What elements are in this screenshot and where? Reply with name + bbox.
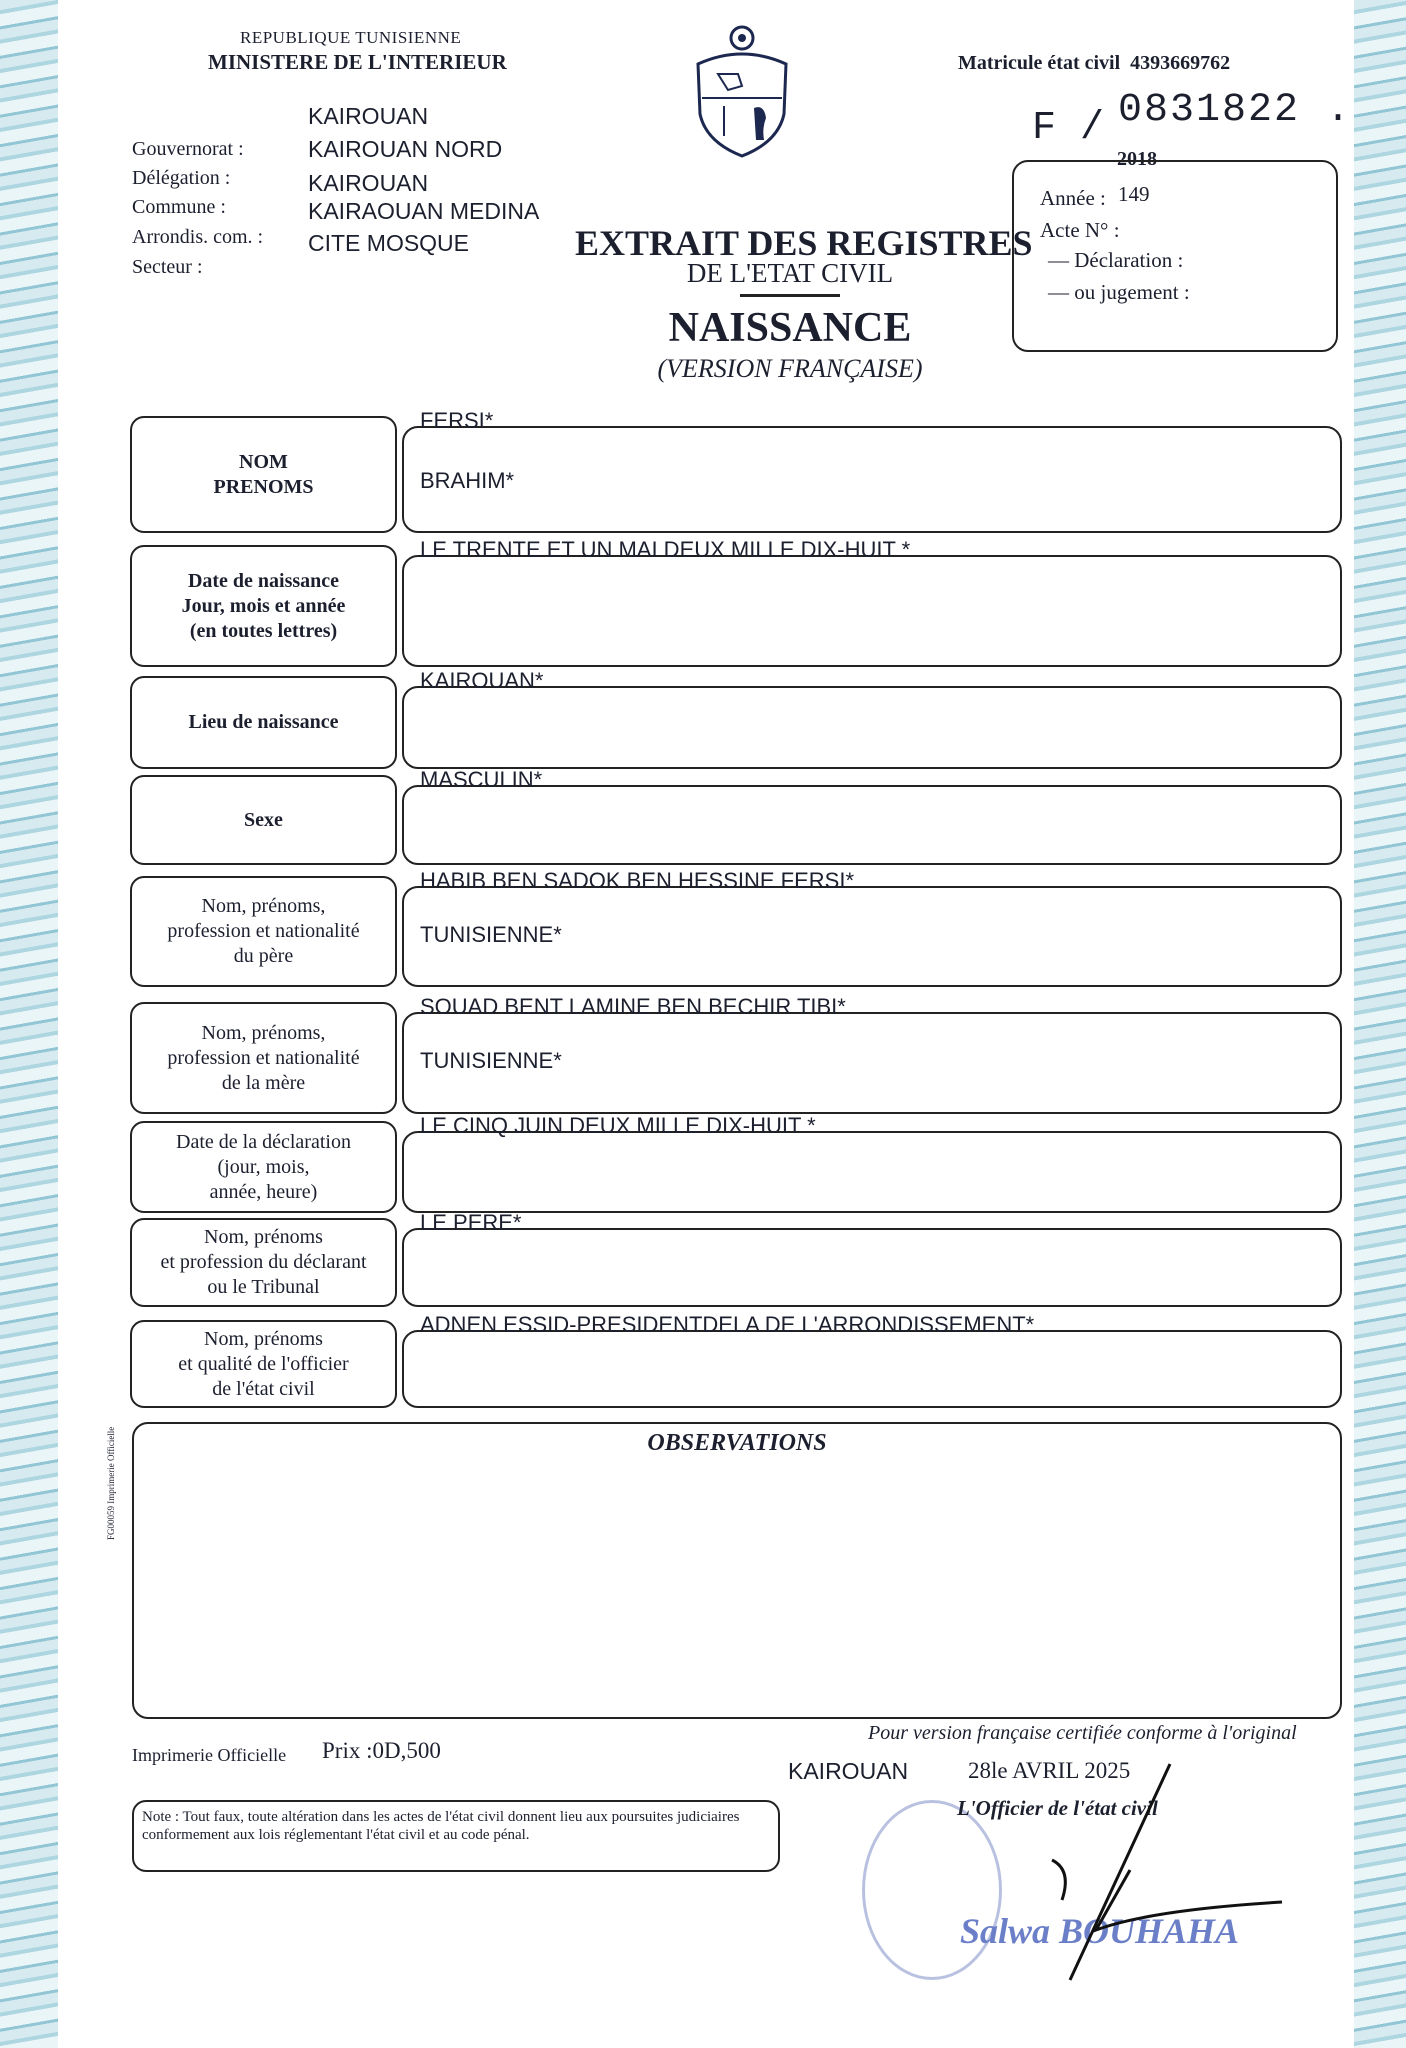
coat-of-arms-emblem	[688, 24, 796, 158]
row-officier	[130, 1312, 1342, 1408]
label-sexe: Sexe	[130, 775, 397, 865]
serial-prefix: F /	[1032, 106, 1105, 151]
annee-label: Année :	[1040, 186, 1106, 210]
value-nom-prenoms-1: BRAHIM*	[420, 468, 515, 493]
label-declarant: Nom, prénoms et profession du déclarant ou le Tribunal	[130, 1218, 397, 1307]
label-date-declaration: Date de la déclaration (jour, mois, année, heure)	[130, 1121, 397, 1213]
row-mere	[130, 994, 1342, 1114]
label-commune: Commune :	[132, 196, 226, 218]
value-sexe-0: MASCULIN*	[420, 767, 543, 792]
declaration-label: — Déclaration :	[1048, 248, 1184, 272]
label-delegation: Délégation :	[132, 167, 231, 189]
title-divider	[740, 294, 840, 297]
value-mere-1: TUNISIENNE*	[420, 1048, 562, 1073]
decorative-border-left	[0, 0, 58, 2048]
label-secteur: Secteur :	[132, 256, 203, 278]
matricule	[958, 52, 1230, 75]
label-gouvernorat: Gouvernorat :	[132, 138, 244, 160]
value-box-declarant	[402, 1228, 1342, 1307]
observations-title: OBSERVATIONS	[647, 1430, 827, 1456]
value-pere-1: TUNISIENNE*	[420, 922, 562, 947]
row-sexe	[130, 767, 1342, 865]
officer-title: L'Officier de l'état civil	[957, 1796, 1158, 1820]
label-nom-prenoms: NOM PRENOMS	[130, 416, 397, 533]
decorative-border-right	[1354, 0, 1406, 2048]
official-stamp	[862, 1800, 1002, 1980]
certification-text: Pour version française certifiée conforme à l'original	[868, 1722, 1297, 1744]
value-box-date-declaration	[402, 1131, 1342, 1213]
value-date-naissance-0: LE TRENTE ET UN MAI DEUX MILLE DIX-HUIT *	[420, 537, 911, 562]
label-pere: Nom, prénoms, profession et nationalité du père	[130, 876, 397, 987]
title-extrait: EXTRAIT DES REGISTRES	[575, 223, 1033, 263]
value-box-nom-prenoms	[402, 426, 1342, 533]
matricule-number: 4393669762	[1130, 52, 1231, 74]
row-nom-prenoms	[130, 408, 1342, 533]
row-lieu-naissance	[130, 668, 1342, 769]
label-officier: Nom, prénoms et qualité de l'officier de l'état civil	[130, 1320, 397, 1408]
value-declarant-0: LE PERE*	[420, 1210, 522, 1235]
price: Prix :0D,500	[322, 1738, 441, 1763]
value-box-sexe	[402, 785, 1342, 865]
value-commune: KAIROUAN	[308, 170, 429, 196]
legal-note: Note : Tout faux, toute altération dans les actes de l'état civil donnent lieu aux poursuites judiciaires conformement aux lois réglementant l'état civil et au code pénal.	[132, 1800, 780, 1872]
value-pere-0: HABIB BEN SADOK BEN HESSINE FERSI*	[420, 868, 855, 893]
value-gouvernorat: KAIROUAN	[308, 103, 429, 129]
label-date-naissance: Date de naissance Jour, mois et année (en toutes lettres)	[130, 545, 397, 667]
label-mere: Nom, prénoms, profession et nationalité de la mère	[130, 1002, 397, 1114]
value-box-lieu-naissance	[402, 686, 1342, 769]
year-stamp: 2018	[1117, 148, 1157, 170]
value-nom-prenoms-0: FERSI*	[420, 408, 494, 433]
jugement-label: — ou jugement :	[1048, 280, 1190, 304]
printer-label: Imprimerie Officielle	[132, 1745, 287, 1765]
label-lieu-naissance: Lieu de naissance	[130, 676, 397, 769]
issue-city: KAIROUAN	[788, 1758, 909, 1784]
value-arrondissement: KAIRAOUAN MEDINA	[308, 198, 540, 224]
row-declarant	[130, 1210, 1342, 1307]
row-pere	[130, 868, 1342, 987]
title-etat-civil: DE L'ETAT CIVIL	[686, 258, 894, 288]
signatory-name-stamp: Salwa BOUHAHA	[960, 1911, 1240, 1951]
row-date-naissance	[130, 537, 1342, 667]
value-box-date-naissance	[402, 555, 1342, 667]
row-date-declaration	[130, 1113, 1342, 1213]
label-arrondissement: Arrondis. com. :	[132, 226, 264, 248]
value-lieu-naissance-0: KAIROUAN*	[420, 668, 544, 693]
signature	[1030, 1760, 1290, 1990]
value-date-declaration-0: LE CINQ JUIN DEUX MILLE DIX-HUIT *	[420, 1113, 816, 1138]
observations-box	[132, 1422, 1342, 1719]
value-secteur: CITE MOSQUE	[308, 230, 470, 256]
value-box-officier	[402, 1330, 1342, 1408]
matricule-label: Matricule état civil	[958, 52, 1121, 74]
value-delegation: KAIROUAN NORD	[308, 136, 503, 162]
acte-label: Acte N° :	[1040, 218, 1120, 242]
issue-date: 28le AVRIL 2025	[968, 1758, 1131, 1783]
ministry-heading: MINISTERE DE L'INTERIEUR	[208, 50, 507, 74]
record-box	[1012, 160, 1338, 352]
serial-number: 0831822 .	[1118, 88, 1353, 133]
annee-value: 149	[1118, 182, 1150, 206]
printer-side-text: FG00059 Imprimerie Officielle	[106, 1426, 116, 1540]
value-officier-0: ADNEN ESSID-PRESIDENTDELA DE L'ARRONDISSEMENT*	[420, 1312, 1035, 1337]
value-mere-0: SOUAD BENT LAMINE BEN BECHIR TIBI*	[420, 994, 846, 1019]
title-naissance: NAISSANCE	[668, 305, 912, 351]
title-version: (VERSION FRANÇAISE)	[657, 354, 923, 383]
republic-heading: REPUBLIQUE TUNISIENNE	[240, 28, 462, 47]
